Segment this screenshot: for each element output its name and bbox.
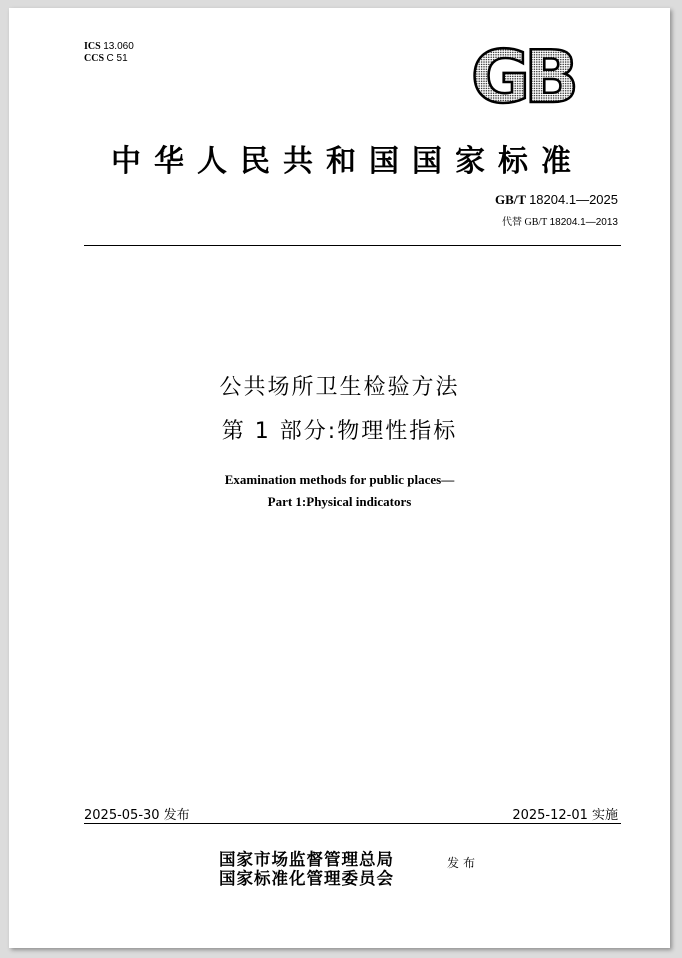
svg-text:GB: GB	[471, 44, 573, 108]
standard-number: GB/T 18204.1—2025	[494, 192, 618, 207]
classification-codes	[84, 41, 134, 65]
implementation-date: 2025-12-01 实施	[512, 808, 618, 823]
national-standard-title: 中华人民共和国国家标准	[111, 144, 584, 179]
header-rule	[84, 245, 621, 246]
chinese-title-line-1: 公共场所卫生检验方法	[219, 375, 460, 400]
issuer-line-2: 国家标准化管理委员会	[219, 869, 394, 888]
issue-date: 2025-05-30 发布	[84, 808, 190, 823]
english-title-line-2: Part 1:Physical indicators	[267, 494, 412, 509]
ics-code: ICS 13.060	[84, 41, 134, 52]
ccs-code: CCS C 51	[84, 53, 128, 64]
issuer-line-1: 国家市场监督管理总局	[219, 850, 394, 869]
footer-rule	[84, 823, 621, 824]
publish-label: 发布	[447, 856, 480, 870]
chinese-title-line-2: 第 1 部分:物理性指标	[221, 419, 458, 444]
english-title-line-1: Examination methods for public places—	[224, 472, 455, 487]
standard-cover-page	[9, 8, 670, 948]
gb-logo	[454, 44, 590, 108]
replaces-standard: 代替 GB/T 18204.1—2013	[501, 217, 618, 228]
